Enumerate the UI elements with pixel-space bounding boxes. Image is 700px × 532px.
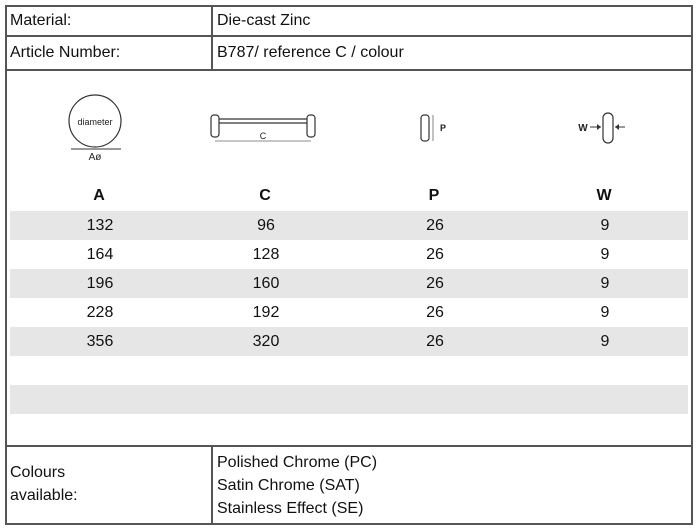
w-label: W bbox=[578, 123, 588, 134]
header-a: A bbox=[93, 187, 105, 204]
diameter-icon bbox=[65, 91, 135, 161]
colour-option: Stainless Effect (SE) bbox=[217, 500, 364, 517]
cell-w: 9 bbox=[600, 246, 610, 263]
cell-w: 9 bbox=[600, 333, 610, 350]
article-value: B787/ reference C / colour bbox=[217, 44, 404, 61]
diameter-text: diameter bbox=[77, 117, 113, 127]
colours-label: Colours available: bbox=[7, 447, 213, 523]
cell-w: 9 bbox=[600, 304, 610, 321]
handle-length-icon bbox=[207, 111, 323, 147]
cell-c: 96 bbox=[257, 217, 275, 234]
cell-a: 164 bbox=[86, 246, 114, 263]
material-row bbox=[7, 7, 691, 37]
table-row bbox=[10, 240, 688, 269]
colour-option: Polished Chrome (PC) bbox=[217, 454, 378, 471]
dimensions-section bbox=[7, 71, 691, 447]
cell-a: 132 bbox=[86, 217, 114, 234]
cell-a: 196 bbox=[86, 275, 114, 292]
diameter-caption: Aø bbox=[88, 152, 102, 161]
c-label: C bbox=[259, 131, 267, 141]
header-p: P bbox=[428, 187, 440, 204]
cell-c: 320 bbox=[252, 333, 280, 350]
cell-w: 9 bbox=[600, 275, 610, 292]
cell-p: 26 bbox=[426, 217, 444, 234]
spec-sheet bbox=[5, 5, 693, 525]
p-label: P bbox=[439, 123, 447, 133]
table-row bbox=[10, 327, 688, 356]
table-row bbox=[10, 211, 688, 240]
cell-c: 160 bbox=[252, 275, 280, 292]
table-row bbox=[10, 269, 688, 298]
table-row bbox=[10, 356, 688, 385]
handle-profile-p-icon bbox=[417, 111, 457, 147]
header-c: C bbox=[259, 187, 271, 204]
cell-a: 228 bbox=[86, 304, 114, 321]
cell-p: 26 bbox=[426, 275, 444, 292]
cell-p: 26 bbox=[426, 246, 444, 263]
material-label: Material: bbox=[7, 7, 213, 35]
table-row bbox=[10, 298, 688, 327]
table-row bbox=[10, 385, 688, 414]
colours-row bbox=[7, 447, 691, 523]
article-label: Article Number: bbox=[7, 37, 213, 69]
cell-c: 192 bbox=[252, 304, 280, 321]
handle-width-w-icon bbox=[577, 109, 637, 149]
colours-list bbox=[217, 451, 377, 520]
cell-p: 26 bbox=[426, 333, 444, 350]
cell-w: 9 bbox=[600, 217, 610, 234]
article-row bbox=[7, 37, 691, 71]
cell-a: 356 bbox=[86, 333, 114, 350]
cell-c: 128 bbox=[252, 246, 280, 263]
colour-option: Satin Chrome (SAT) bbox=[217, 477, 360, 494]
cell-p: 26 bbox=[426, 304, 444, 321]
material-value: Die-cast Zinc bbox=[217, 12, 311, 29]
header-w: W bbox=[596, 187, 612, 204]
dimensions-table bbox=[10, 211, 688, 414]
